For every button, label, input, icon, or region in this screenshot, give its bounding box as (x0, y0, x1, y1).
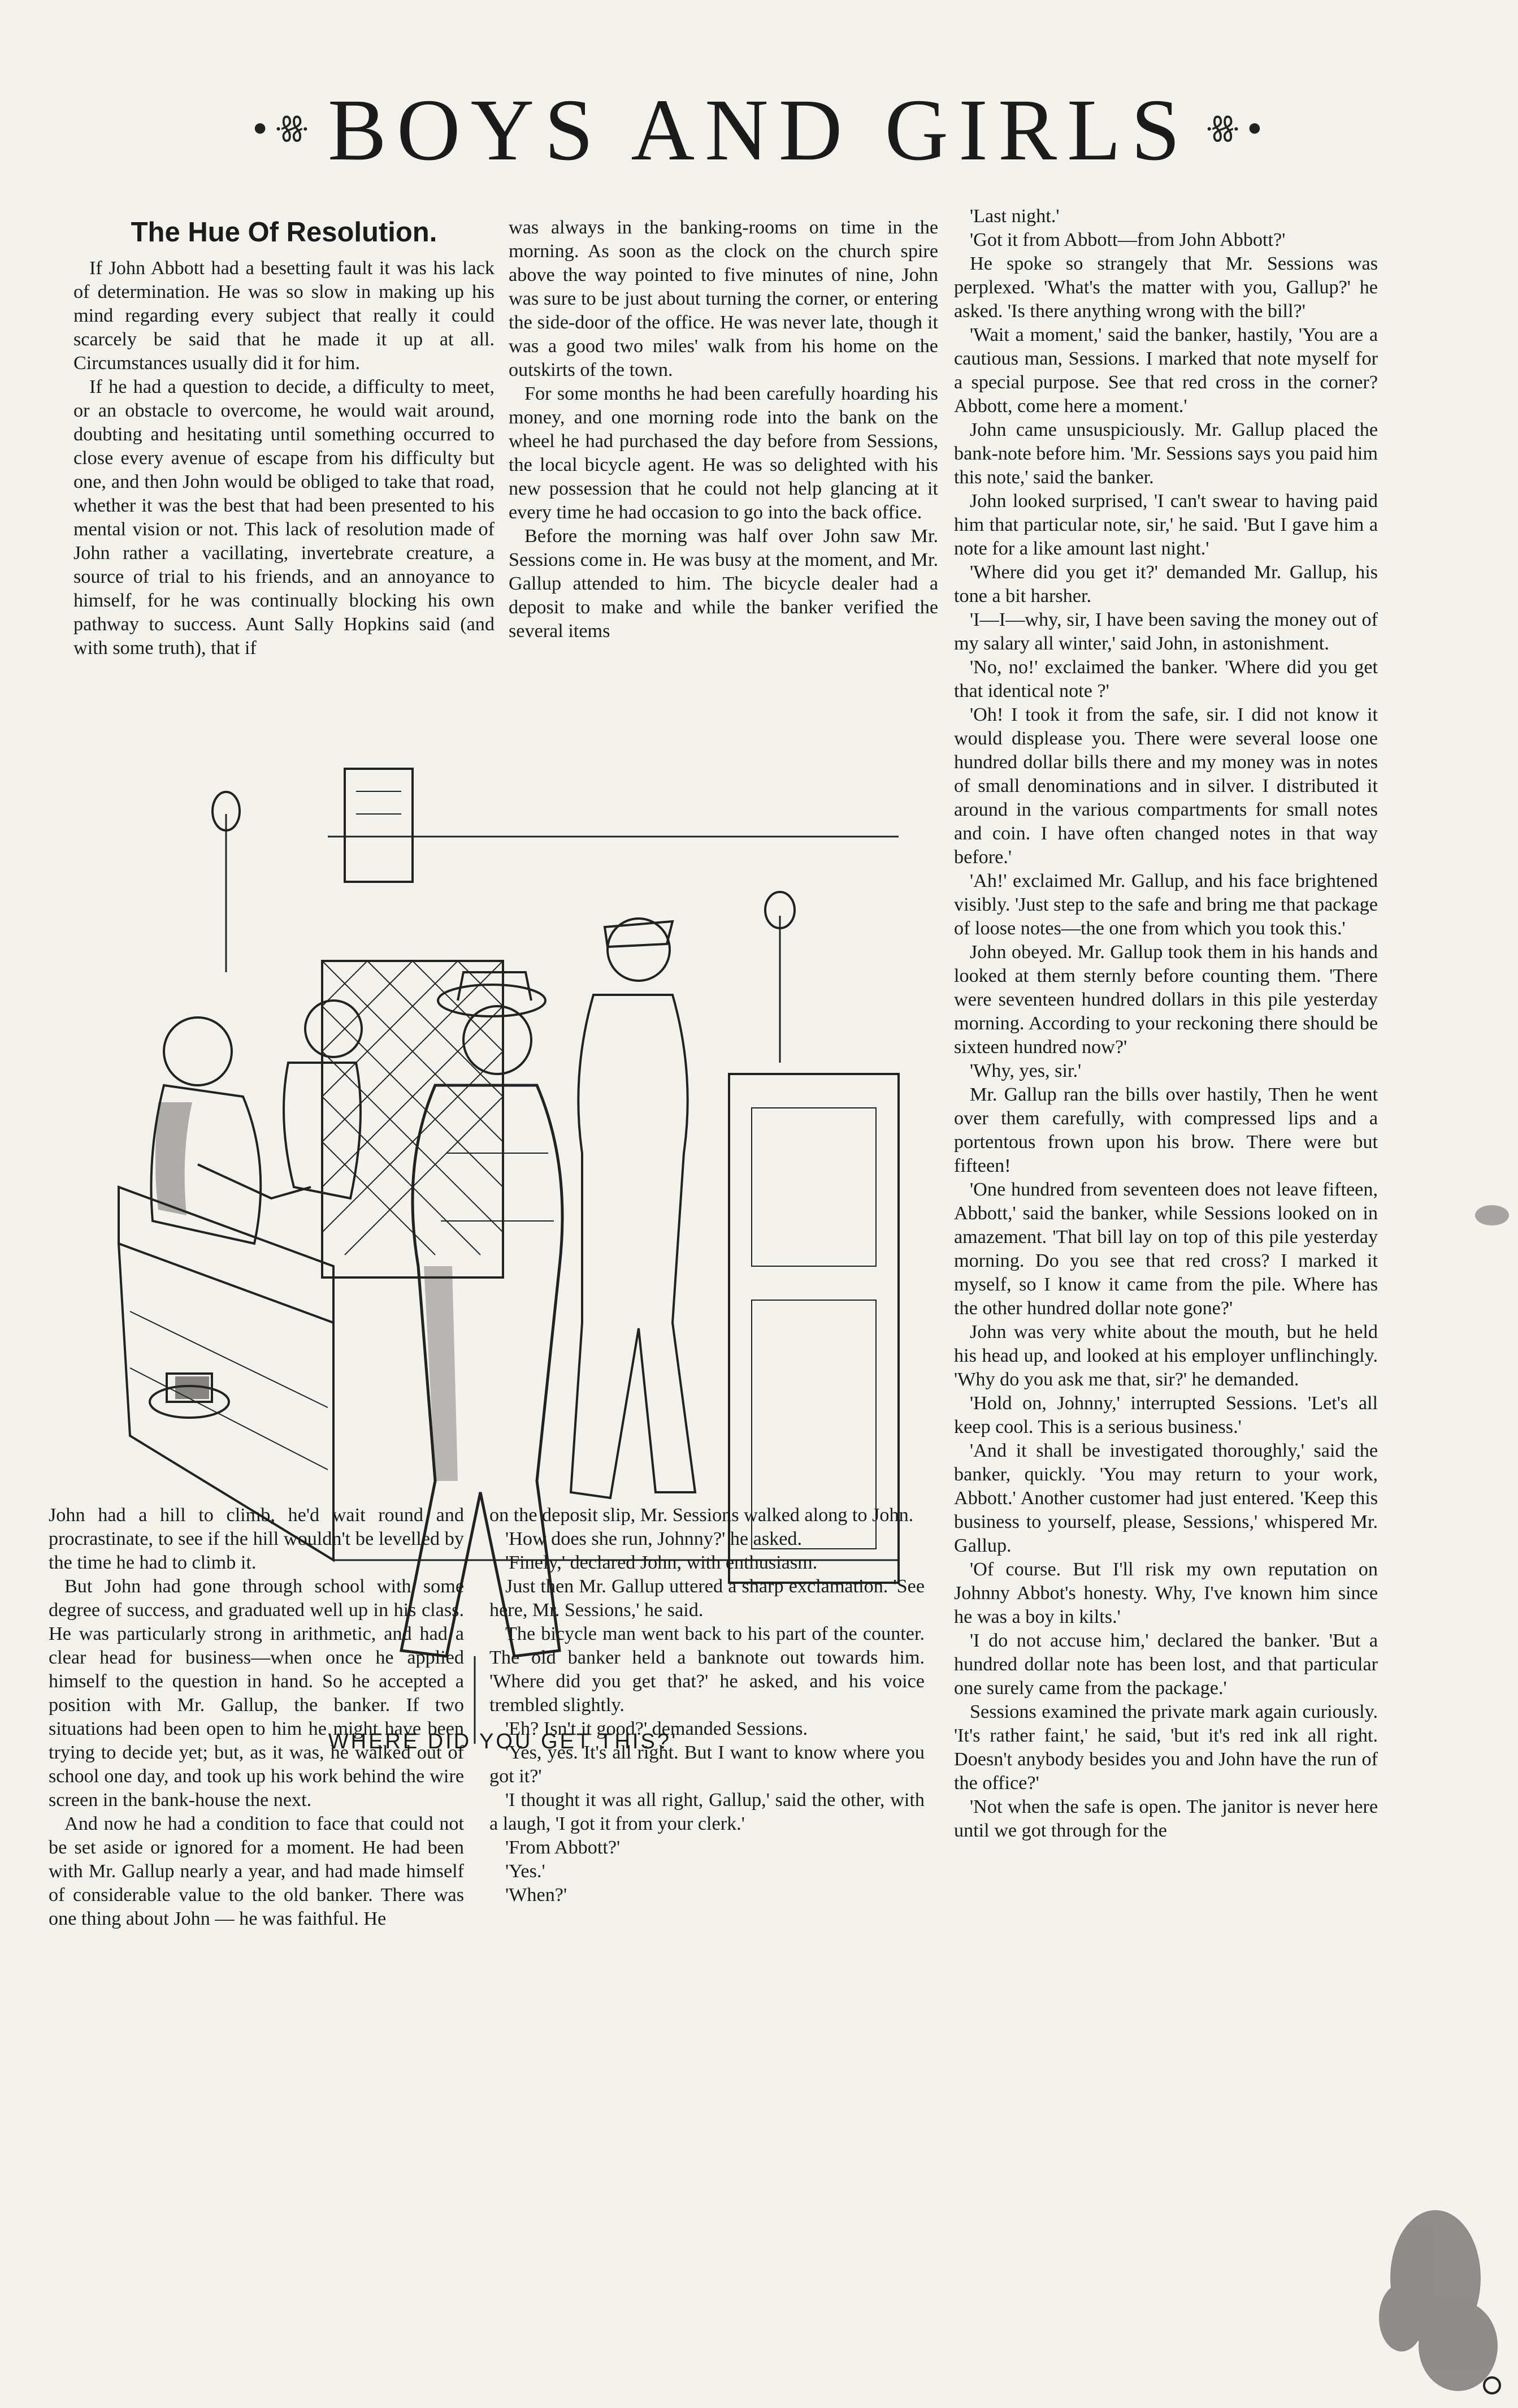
paragraph: 'From Abbott?' (505, 1837, 621, 1858)
article-column-3 (954, 205, 1378, 1843)
ornament-left: •ꗥ (249, 109, 313, 151)
paragraph: was always in the banking-rooms on time in the morning. As soon as the clock on the church spire above the way pointed to five minutes of nine, John was sure to be just about turning the corner, or entering the side-door of the office. He was never late, though it was a good two miles' walk from his home on the outskirts of the town. (509, 217, 938, 380)
masthead (0, 73, 1518, 187)
paragraph: 'And it shall be investigated thoroughly,' said the banker, quickly. 'You may return to your work, Abbott.' Another customer had just entered. 'Keep this business to yourself, please, Sessions,' whispered Mr. Gallup. (954, 1440, 1378, 1556)
paragraph: John looked surprised, 'I can't swear to having paid him that particular note, sir,' he said. 'But I gave him a note for a like amount last night.' (954, 491, 1378, 559)
paragraph: 'Ah!' exclaimed Mr. Gallup, and his face brightened visibly. 'Just step to the safe and bring me that package of loose notes—the one from which you took this.' (954, 870, 1378, 939)
paragraph: Mr. Gallup ran the bills over hastily, Then he went over them carefully, with compressed lips and a portentous frown upon his brow. There were but fifteen! (954, 1084, 1378, 1176)
page-title: BOYS AND GIRLS (327, 81, 1191, 179)
paragraph: John obeyed. Mr. Gallup took them in his hands and looked at them sternly before counting them. 'There were seventeen hundred dollars in this pile yesterday morning. According to your reckoning there should be sixteen hundred now?' (954, 942, 1378, 1058)
paragraph: For some months he had been carefully hoarding his money, and one morning rode into the bank on the wheel he had purchased the day before from Sessions, the local bicycle agent. He was so delighted with his new possession that he could not help glancing at it every time he had occasion to go into the back office. (509, 383, 938, 523)
paragraph: But John had gone through school with some degree of success, and graduated well up in his class. He was particularly strong in arithmetic, and had a clear head for business—when once he applied himself to the question in hand. So he accepted a position with Mr. Gallup, the banker. If two situations had been open to him he might have been trying to decide yet; but, as it was, he walked out of school one day, and took up his work behind the wire screen in the bank-house the next. (49, 1576, 464, 1811)
paragraph: 'Yes, yes. It's all right. But I want to know where you got it?' (489, 1742, 925, 1787)
paragraph: 'Not when the safe is open. The janitor is never here until we got through for the (954, 1796, 1378, 1841)
paragraph: 'Why, yes, sir.' (970, 1060, 1082, 1081)
paragraph: on the deposit slip, Mr. Sessions walked along to John. (489, 1505, 914, 1526)
paragraph: The bicycle man went back to his part of the counter. The old banker held a banknote out towards him. 'Where did you get that?' he asked, and his voice trembled slightly. (489, 1623, 925, 1716)
ink-smudge (1368, 2182, 1509, 2402)
paragraph: And now he had a condition to face that could not be set aside or ignored for a moment. He had been with Mr. Gallup nearly a year, and had made himself of considerable value to the old banker. There was one thing about John — he was faithful. He (49, 1813, 464, 1929)
paragraph: 'Got it from Abbott—from John Abbott?' (970, 229, 1286, 250)
paragraph: If John Abbott had a besetting fault it was his lack of determination. He was so slow in making up his mind regarding every subject that really it could scarcely be said that he made it up at all. Circumstances usually did it for him. (73, 258, 495, 374)
paragraph: 'No, no!' exclaimed the banker. 'Where did you get that identical note ?' (954, 657, 1378, 701)
ornament-right: ꗥ• (1205, 109, 1269, 151)
article-headline: The Hue Of Resolution. (131, 217, 437, 248)
paragraph: 'Eh? Isn't it good?' demanded Sessions. (505, 1718, 808, 1739)
paragraph: 'I—I—why, sir, I have been saving the money out of my salary all winter,' said John, in astonishment. (954, 609, 1378, 654)
article-column-5 (489, 1504, 925, 1907)
paragraph: 'Last night.' (970, 206, 1060, 227)
article-column-1 (73, 216, 495, 660)
paragraph: If he had a question to decide, a difficulty to meet, or an obstacle to overcome, he would wait around, doubting and hesitating until something occurred to close every avenue of escape from his difficulty but one, and then John would be obliged to take that road, whether it was the best that had been presented to his mental vision or not. This lack of resolution made of John rather a vacillating, invertebrate creature, a source of trial to his friends, and an annoyance to himself, for he was continually blocking his own pathway to success. Aunt Sally Hopkins said (and with some truth), that if (73, 376, 495, 659)
paragraph: He spoke so strangely that Mr. Sessions was perplexed. 'What's the matter with you, Gallup?' he asked. 'Is there anything wrong with the bill?' (954, 253, 1378, 322)
article-column-2 (509, 216, 938, 643)
paragraph: 'Oh! I took it from the safe, sir. I did not know it would displease you. There were several loose one hundred dollar bills there and my money was in notes of small denominations and in silver. I distributed it around in the various compartments for small notes and coin. I have often changed notes in that way before.' (954, 704, 1378, 868)
paragraph: 'Yes.' (505, 1861, 545, 1882)
paragraph: 'I thought it was all right, Gallup,' said the other, with a laugh, 'I got it from your clerk.' (489, 1790, 925, 1834)
article-column-4 (49, 1504, 464, 1931)
paragraph: 'Wait a moment,' said the banker, hastily, 'You are a cautious man, Sessions. I marked that note myself for a special purpose. See that red cross in the corner? Abbott, come here a moment.' (954, 324, 1378, 417)
paragraph: Before the morning was half over John saw Mr. Sessions come in. He was busy at the moment, and Mr. Gallup attended to him. The bicycle dealer had a deposit to make and while the banker verified the several items (509, 526, 938, 642)
paragraph: Just then Mr. Gallup uttered a sharp exclamation. 'See here, Mr. Sessions,' he said. (489, 1576, 925, 1621)
paragraph: Sessions examined the private mark again curiously. 'It's rather faint,' he said, 'but it's red ink all right. Doesn't anybody besides you and John have the run of the office?' (954, 1701, 1378, 1794)
illustration-caption: WHERE DID YOU GET THIS?' (328, 1730, 678, 1753)
paragraph: 'I do not accuse him,' declared the banker. 'But a hundred dollar note has been lost, and that particular one surely came from the package.' (954, 1630, 1378, 1699)
paragraph: 'Finely,' declared John, with enthusiasm. (505, 1552, 818, 1573)
wall-picture-frame (345, 769, 413, 882)
paragraph: 'How does she run, Johnny?' he asked. (505, 1528, 803, 1549)
ink-speck (1469, 1198, 1515, 1232)
paragraph: John had a hill to climb, he'd wait round and procrastinate, to see if the hill wouldn't be levelled by the time he had to climb it. (49, 1505, 464, 1573)
paragraph: 'Of course. But I'll risk my own reputation on Johnny Abbot's honesty. Why, I've known him since he was a boy in kilts.' (954, 1559, 1378, 1627)
paragraph: 'Where did you get it?' demanded Mr. Gallup, his tone a bit harsher. (954, 562, 1378, 607)
paragraph: 'When?' (505, 1885, 567, 1905)
paragraph: 'One hundred from seventeen does not leave fifteen, Abbott,' said the banker, while Sessions looked on in amazement. 'That bill lay on top of this pile yesterday morning. Do you see that red cross? I marked it myself, so I know it came from the pile. Where has the other hundred dollar note gone?' (954, 1179, 1378, 1319)
paragraph: John came unsuspiciously. Mr. Gallup placed the bank-note before him. 'Mr. Sessions says you paid him this note,' said the banker. (954, 419, 1378, 488)
paragraph: John was very white about the mouth, but he held his head up, and looked at his employer unflinchingly. 'Why do you ask me that, sir?' he demanded. (954, 1322, 1378, 1390)
paragraph: 'Hold on, Johnny,' interrupted Sessions. 'Let's all keep cool. This is a serious business.' (954, 1393, 1378, 1437)
